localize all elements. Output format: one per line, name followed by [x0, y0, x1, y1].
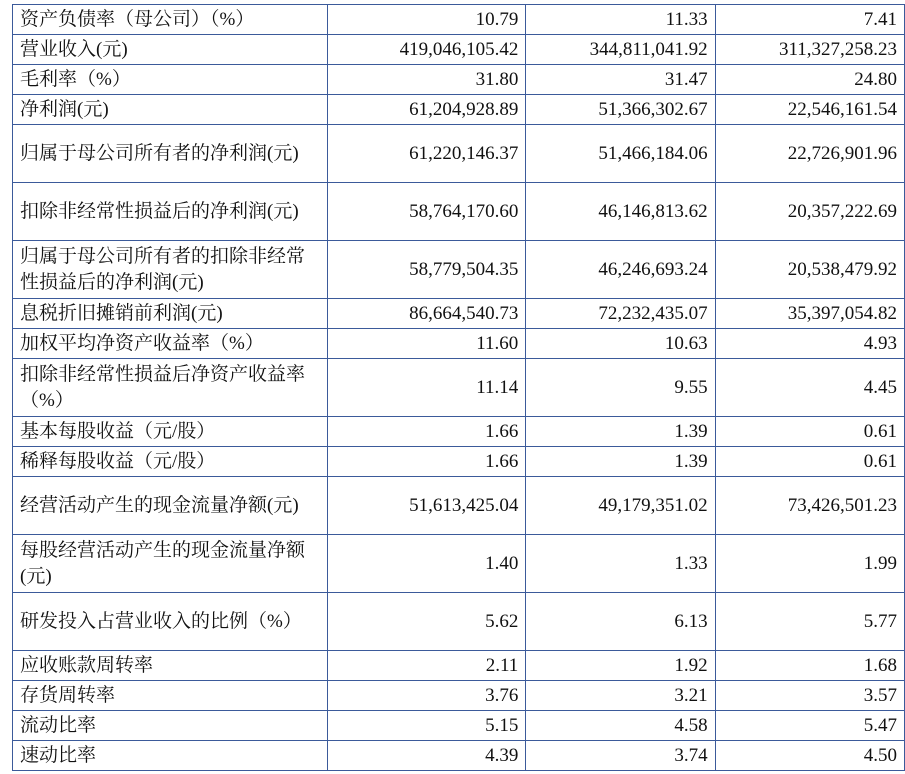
value-cell: 4.39 [328, 741, 526, 771]
row-label: 研发投入占营业收入的比例（%） [13, 593, 328, 651]
value-cell: 24.80 [715, 65, 904, 95]
table-row [13, 593, 905, 651]
row-label: 归属于母公司所有者的扣除非经常性损益后的净利润(元) [13, 241, 328, 299]
value-cell: 22,546,161.54 [715, 95, 904, 125]
table-row [13, 417, 905, 447]
value-cell: 9.55 [526, 359, 715, 417]
table-row [13, 5, 905, 35]
value-cell: 22,726,901.96 [715, 125, 904, 183]
table-row [13, 711, 905, 741]
value-cell: 4.93 [715, 329, 904, 359]
value-cell: 1.99 [715, 535, 904, 593]
table-row [13, 681, 905, 711]
value-cell: 3.57 [715, 681, 904, 711]
table-row [13, 535, 905, 593]
table-row [13, 477, 905, 535]
row-label: 归属于母公司所有者的净利润(元) [13, 125, 328, 183]
table-row [13, 359, 905, 417]
value-cell: 1.66 [328, 417, 526, 447]
value-cell: 5.77 [715, 593, 904, 651]
value-cell: 61,204,928.89 [328, 95, 526, 125]
value-cell: 5.47 [715, 711, 904, 741]
value-cell: 46,246,693.24 [526, 241, 715, 299]
row-label: 扣除非经常性损益后的净利润(元) [13, 183, 328, 241]
value-cell: 73,426,501.23 [715, 477, 904, 535]
table-row [13, 741, 905, 771]
value-cell: 58,779,504.35 [328, 241, 526, 299]
table-row [13, 65, 905, 95]
value-cell: 4.50 [715, 741, 904, 771]
value-cell: 344,811,041.92 [526, 35, 715, 65]
value-cell: 3.74 [526, 741, 715, 771]
value-cell: 51,366,302.67 [526, 95, 715, 125]
value-cell: 61,220,146.37 [328, 125, 526, 183]
table-row [13, 299, 905, 329]
value-cell: 1.39 [526, 417, 715, 447]
value-cell: 86,664,540.73 [328, 299, 526, 329]
table-row [13, 651, 905, 681]
row-label: 速动比率 [13, 741, 328, 771]
table-row [13, 447, 905, 477]
value-cell: 419,046,105.42 [328, 35, 526, 65]
value-cell: 10.79 [328, 5, 526, 35]
value-cell: 1.92 [526, 651, 715, 681]
value-cell: 7.41 [715, 5, 904, 35]
row-label: 每股经营活动产生的现金流量净额(元) [13, 535, 328, 593]
value-cell: 5.15 [328, 711, 526, 741]
value-cell: 6.13 [526, 593, 715, 651]
row-label: 经营活动产生的现金流量净额(元) [13, 477, 328, 535]
value-cell: 4.45 [715, 359, 904, 417]
row-label: 应收账款周转率 [13, 651, 328, 681]
value-cell: 1.66 [328, 447, 526, 477]
value-cell: 11.33 [526, 5, 715, 35]
value-cell: 31.47 [526, 65, 715, 95]
value-cell: 51,613,425.04 [328, 477, 526, 535]
row-label: 扣除非经常性损益后净资产收益率（%） [13, 359, 328, 417]
table-row [13, 125, 905, 183]
table-row [13, 183, 905, 241]
value-cell: 58,764,170.60 [328, 183, 526, 241]
value-cell: 5.62 [328, 593, 526, 651]
value-cell: 0.61 [715, 447, 904, 477]
value-cell: 4.58 [526, 711, 715, 741]
row-label: 稀释每股收益（元/股） [13, 447, 328, 477]
value-cell: 3.21 [526, 681, 715, 711]
row-label: 加权平均净资产收益率（%） [13, 329, 328, 359]
table-row [13, 329, 905, 359]
table-row [13, 241, 905, 299]
value-cell: 11.14 [328, 359, 526, 417]
value-cell: 31.80 [328, 65, 526, 95]
value-cell: 11.60 [328, 329, 526, 359]
value-cell: 0.61 [715, 417, 904, 447]
table-row [13, 35, 905, 65]
value-cell: 35,397,054.82 [715, 299, 904, 329]
value-cell: 3.76 [328, 681, 526, 711]
value-cell: 46,146,813.62 [526, 183, 715, 241]
row-label: 流动比率 [13, 711, 328, 741]
value-cell: 20,538,479.92 [715, 241, 904, 299]
value-cell: 1.40 [328, 535, 526, 593]
row-label: 营业收入(元) [13, 35, 328, 65]
value-cell: 1.33 [526, 535, 715, 593]
financial-indicators-table [12, 4, 905, 771]
value-cell: 10.63 [526, 329, 715, 359]
value-cell: 51,466,184.06 [526, 125, 715, 183]
value-cell: 1.68 [715, 651, 904, 681]
row-label: 息税折旧摊销前利润(元) [13, 299, 328, 329]
value-cell: 49,179,351.02 [526, 477, 715, 535]
value-cell: 20,357,222.69 [715, 183, 904, 241]
value-cell: 1.39 [526, 447, 715, 477]
row-label: 毛利率（%） [13, 65, 328, 95]
row-label: 净利润(元) [13, 95, 328, 125]
row-label: 资产负债率（母公司）（%） [13, 5, 328, 35]
table-row [13, 95, 905, 125]
value-cell: 2.11 [328, 651, 526, 681]
row-label: 存货周转率 [13, 681, 328, 711]
table-body [13, 5, 905, 771]
value-cell: 72,232,435.07 [526, 299, 715, 329]
value-cell: 311,327,258.23 [715, 35, 904, 65]
row-label: 基本每股收益（元/股） [13, 417, 328, 447]
